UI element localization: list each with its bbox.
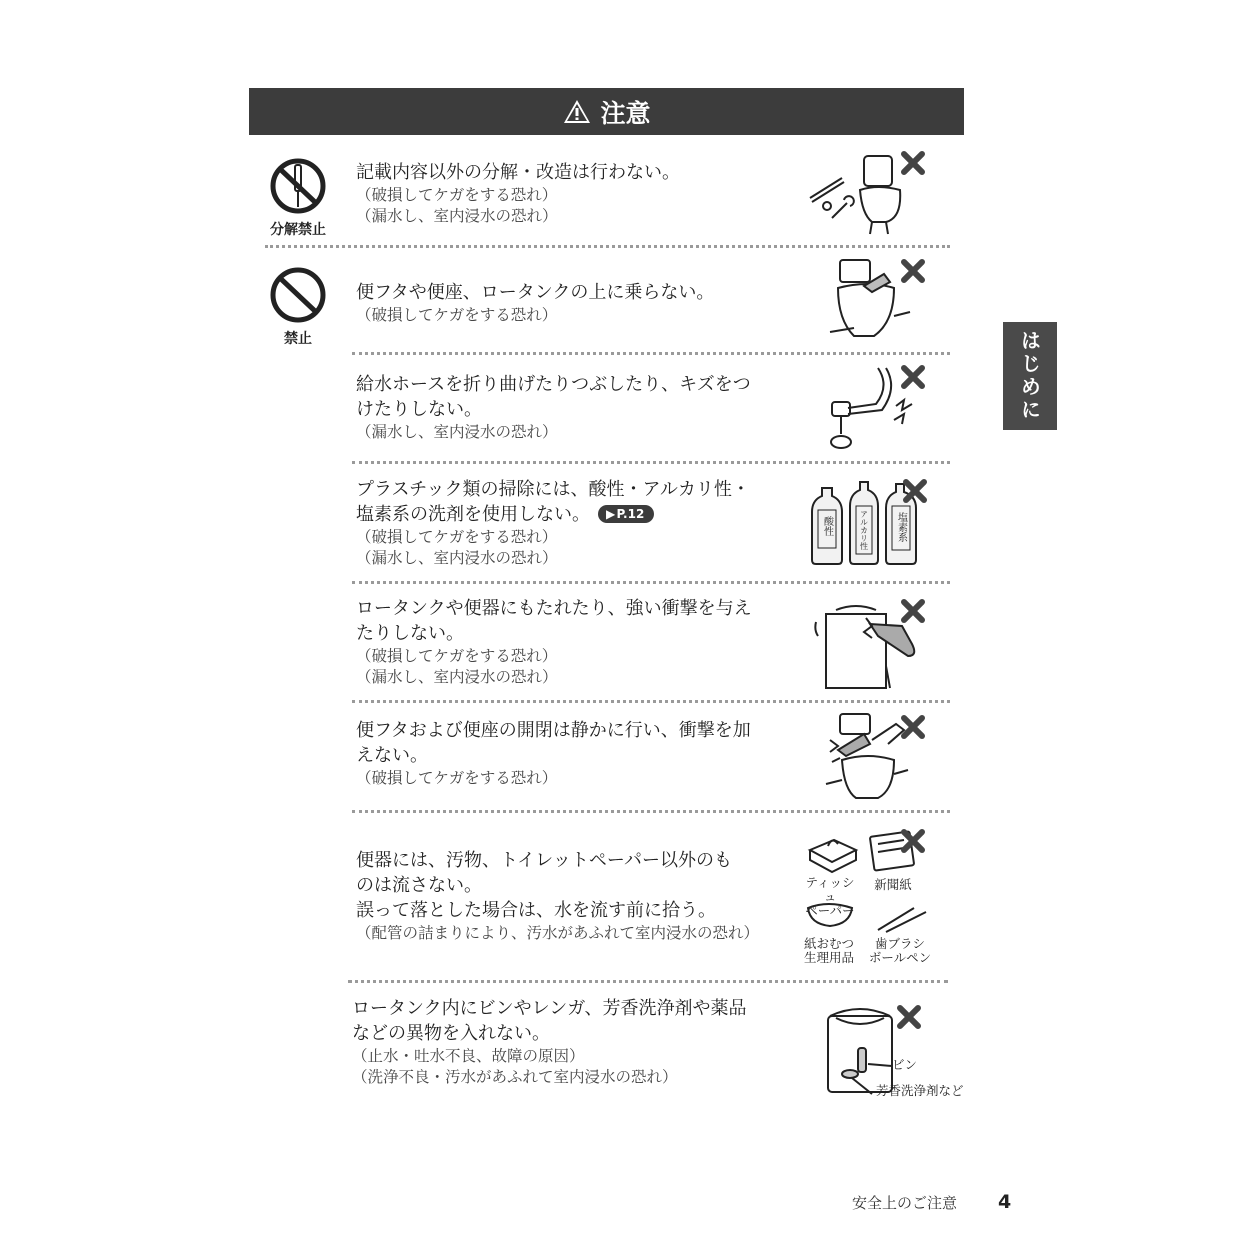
prohibited-icon bbox=[267, 266, 329, 324]
item-4-note: （破損してケガをする恐れ） bbox=[356, 528, 558, 546]
standing-on-toilet-illustration bbox=[828, 256, 932, 346]
item-5-text: たりしない。 bbox=[356, 623, 464, 644]
item-6-note: （破損してケガをする恐れ） bbox=[356, 769, 558, 787]
item-8-note: （止水・吐水不良、故障の原因） bbox=[352, 1047, 585, 1065]
bottle-caption: ビン bbox=[892, 1057, 918, 1072]
item-6-text: えない。 bbox=[356, 745, 428, 766]
item-1-note: （破損してケガをする恐れ） bbox=[356, 186, 558, 204]
item-8-note: （洗浄不良・汚水があふれて室内浸水の恐れ） bbox=[352, 1068, 678, 1086]
caution-title: 注意 bbox=[600, 98, 651, 128]
tissue-icon bbox=[810, 840, 856, 872]
separator bbox=[352, 352, 950, 355]
warning-triangle-icon bbox=[562, 98, 592, 125]
separator bbox=[352, 581, 950, 584]
item-2-text: 便フタや便座、ロータンクの上に乗らない。 bbox=[356, 282, 715, 303]
newspaper-caption: 新聞紙 bbox=[874, 877, 912, 892]
caution-item-6 bbox=[356, 718, 796, 789]
no-disassembly-icon bbox=[267, 157, 329, 215]
separator bbox=[348, 980, 948, 983]
item-5-note: （破損してケガをする恐れ） bbox=[356, 647, 558, 665]
caution-item-8 bbox=[352, 996, 792, 1088]
x-mark-icon bbox=[904, 718, 922, 736]
x-mark-icon bbox=[904, 368, 922, 386]
caution-item-1 bbox=[356, 160, 796, 227]
diaper-caption-text: 紙おむつ 生理用品 bbox=[803, 936, 854, 965]
detergent-bottles-illustration bbox=[808, 476, 936, 568]
slamming-lid-illustration bbox=[824, 710, 932, 804]
item-1-note: （漏水し、室内浸水の恐れ） bbox=[356, 207, 558, 225]
tissue-caption bbox=[800, 876, 860, 918]
separator bbox=[265, 245, 950, 248]
item-7-text: のは流さない。 bbox=[356, 875, 482, 896]
item-5-note: （漏水し、室内浸水の恐れ） bbox=[356, 668, 558, 686]
separator bbox=[352, 700, 950, 703]
caution-item-2 bbox=[356, 280, 796, 326]
item-1-text: 記載内容以外の分解・改造は行わない。 bbox=[356, 162, 680, 183]
item-2-note: （破損してケガをする恐れ） bbox=[356, 306, 558, 324]
caution-header bbox=[249, 88, 964, 135]
item-7-text: 誤って落とした場合は、水を流す前に拾う。 bbox=[356, 900, 716, 921]
x-mark-icon bbox=[904, 154, 922, 172]
bent-hose-illustration bbox=[818, 362, 934, 456]
item-3-text: けたりしない。 bbox=[356, 399, 482, 420]
item-8-text: などの異物を入れない。 bbox=[352, 1023, 550, 1044]
item-8-text: ロータンク内にビンやレンガ、芳香洗浄剤や薬品 bbox=[352, 998, 747, 1019]
toothbrush-caption-text: 歯ブラシ ボールペン bbox=[868, 936, 932, 965]
separator bbox=[352, 810, 950, 813]
bottle-label-chlorine: 塩素系 bbox=[895, 512, 907, 542]
bottle-label-alkaline: アルカリ性 bbox=[859, 510, 869, 550]
disassembly-prohibited-symbol bbox=[262, 157, 334, 239]
page-reference-link[interactable]: ▶ P.12 bbox=[598, 505, 654, 523]
caution-item-5 bbox=[356, 596, 796, 688]
leaning-impact-illustration bbox=[808, 596, 932, 690]
disassembly-prohibited-label: 分解禁止 bbox=[270, 222, 326, 238]
caution-item-4 bbox=[356, 477, 796, 569]
x-mark-icon bbox=[904, 602, 922, 620]
item-7-text: 便器には、汚物、トイレットペーパー以外のも bbox=[356, 850, 733, 871]
x-mark-icon bbox=[900, 1008, 918, 1026]
x-mark-icon bbox=[904, 262, 922, 280]
tools-toilet-illustration bbox=[802, 148, 932, 238]
bottle-label-acid: 酸性 bbox=[821, 516, 833, 536]
x-mark-icon bbox=[906, 482, 924, 500]
freshener-caption: 芳香洗浄剤など bbox=[876, 1083, 964, 1098]
item-5-text: ロータンクや便器にもたれたり、強い衝撃を与え bbox=[356, 598, 752, 619]
caution-item-3 bbox=[356, 372, 796, 443]
item-4-text: 塩素系の洗剤を使用しない。 bbox=[356, 504, 590, 525]
section-tab: はじめに bbox=[1003, 322, 1057, 430]
toothbrush-caption bbox=[864, 937, 936, 965]
separator bbox=[352, 461, 950, 464]
item-3-note: （漏水し、室内浸水の恐れ） bbox=[356, 423, 558, 441]
item-3-text: 給水ホースを折り曲げたりつぶしたり、キズをつ bbox=[356, 374, 751, 395]
caution-item-7 bbox=[356, 848, 786, 944]
page-reference-label: P.12 bbox=[616, 507, 645, 521]
footer-section-label: 安全上のご注意 bbox=[852, 1194, 958, 1212]
item-7-note: （配管の詰まりにより、汚水があふれて室内浸水の恐れ） bbox=[356, 924, 760, 942]
page-number: 4 bbox=[998, 1191, 1012, 1213]
item-4-text: プラスチック類の掃除には、酸性・アルカリ性・ bbox=[356, 479, 750, 500]
diaper-caption bbox=[798, 937, 860, 965]
item-6-text: 便フタおよび便座の開閉は静かに行い、衝撃を加 bbox=[356, 720, 751, 741]
prohibited-label: 禁止 bbox=[284, 331, 312, 347]
x-mark-icon bbox=[904, 832, 922, 850]
tissue-caption-text: ティッシュ ペーパー bbox=[805, 875, 855, 918]
prohibited-symbol bbox=[262, 266, 334, 348]
item-4-note: （漏水し、室内浸水の恐れ） bbox=[356, 549, 558, 567]
